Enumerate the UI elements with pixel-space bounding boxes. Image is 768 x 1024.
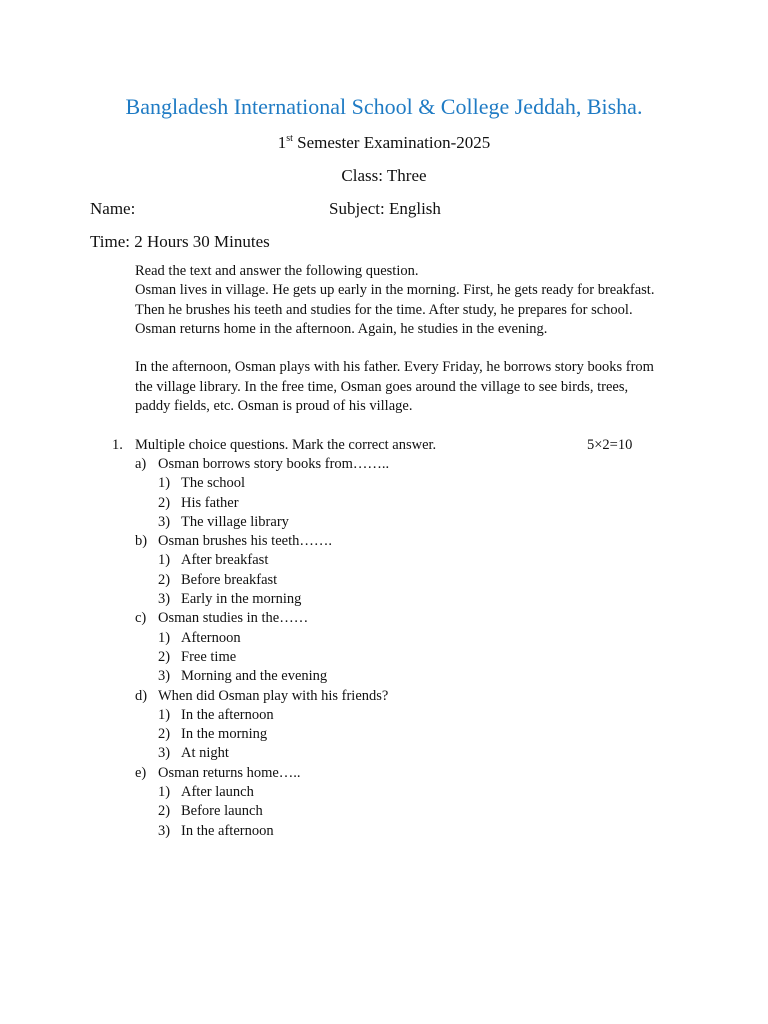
exam-number: 1 [277,133,287,152]
option-number: 3) [158,745,171,762]
exam-ordinal-suffix: st [286,133,293,144]
option-number: 2) [158,571,171,588]
option-text: After launch [181,784,254,801]
item-stem-text: Osman studies in the…… [158,610,309,627]
option-number: 3) [158,591,171,608]
option-text: Before launch [181,803,263,820]
mcq-item-a [135,455,655,532]
option-text: Early in the morning [181,591,302,608]
item-stem-text: Osman borrows story books from…….. [158,456,390,472]
option-text: In the afternoon [181,706,274,723]
option-text: Free time [181,648,237,665]
passage-line: Osman returns home in the afternoon. Again, he studies in the evening. [135,320,548,337]
subject-line: Subject: English [329,199,441,218]
class-line: Class: Three [341,166,427,185]
item-stem-text: When did Osman play with his friends? [158,687,389,704]
mcq-stem [135,455,655,474]
mcq-list [135,455,655,841]
paragraph-gap [135,339,695,358]
item-letter: d) [135,687,148,704]
option-number: 2) [158,648,171,665]
passage-line: In the afternoon, Osman plays with his father. Every Friday, he borrows story books from [135,359,654,376]
option-number: 1) [158,552,171,569]
option-text: The village library [181,513,289,530]
mcq-item-c [135,609,655,686]
mcq-option [135,629,655,648]
option-number: 1) [158,784,171,801]
reading-passage [135,262,695,416]
mcq-stem [135,609,655,628]
option-text: In the morning [181,726,268,743]
item-stem-text: Osman brushes his teeth……. [158,533,332,550]
mcq-stem [135,532,655,551]
mcq-item-b [135,532,655,609]
mcq-option [135,706,655,725]
mcq-option [135,783,655,802]
exam-name: Semester Examination-2025 [292,133,491,152]
mcq-stem [135,687,655,706]
mcq-stem [135,764,655,783]
school-title: Bangladesh International School & College Jeddah, Bisha. [125,94,643,119]
mcq-option [135,494,655,513]
option-text: His father [181,494,239,511]
option-text: Afternoon [181,629,241,646]
question-number: 1. [112,437,123,453]
option-number: 1) [158,475,171,492]
mcq-option [135,802,655,821]
mcq-option [135,474,655,493]
exam-title [0,132,768,154]
option-text: Before breakfast [181,571,278,588]
question-text: Multiple choice questions. Mark the correct answer. [135,437,437,453]
mcq-option [135,590,655,609]
option-text: The school [181,475,246,492]
option-number: 2) [158,726,171,743]
item-stem-text: Osman returns home….. [158,764,301,781]
passage-line: Read the text and answer the following question. [135,263,419,279]
mcq-option [135,513,655,532]
mcq-item-e [135,764,655,841]
option-text: At night [181,745,229,762]
mcq-option [135,725,655,744]
mcq-option [135,744,655,763]
time-line: Time: 2 Hours 30 Minutes [90,232,270,251]
passage-line: paddy fields, etc. Osman is proud of his village. [135,398,413,415]
option-number: 3) [158,668,171,685]
option-number: 1) [158,629,171,646]
option-text: After breakfast [181,552,269,569]
item-letter: c) [135,610,147,627]
mcq-option [135,551,655,570]
mcq-option [135,822,655,841]
name-label: Name: [90,199,136,218]
option-number: 3) [158,513,171,530]
item-letter: a) [135,456,147,472]
item-letter: b) [135,533,148,550]
mcq-option [135,648,655,667]
question-marks: 5×2=10 [587,437,633,453]
option-number: 1) [158,706,171,723]
option-number: 2) [158,494,171,511]
passage-line: the village library. In the free time, Osman goes around the village to see birds, trees, [135,378,629,395]
mcq-item-d [135,687,655,764]
option-text: In the afternoon [181,822,274,839]
item-letter: e) [135,764,147,781]
option-number: 3) [158,822,171,839]
option-text: Morning and the evening [181,668,328,685]
option-number: 2) [158,803,171,820]
mcq-option [135,571,655,590]
passage-line: Osman lives in village. He gets up early in the morning. First, he gets ready for breakfast. [135,282,655,299]
passage-line: Then he brushes his teeth and studies for the time. After study, he prepares for school. [135,301,633,318]
mcq-option [135,667,655,686]
